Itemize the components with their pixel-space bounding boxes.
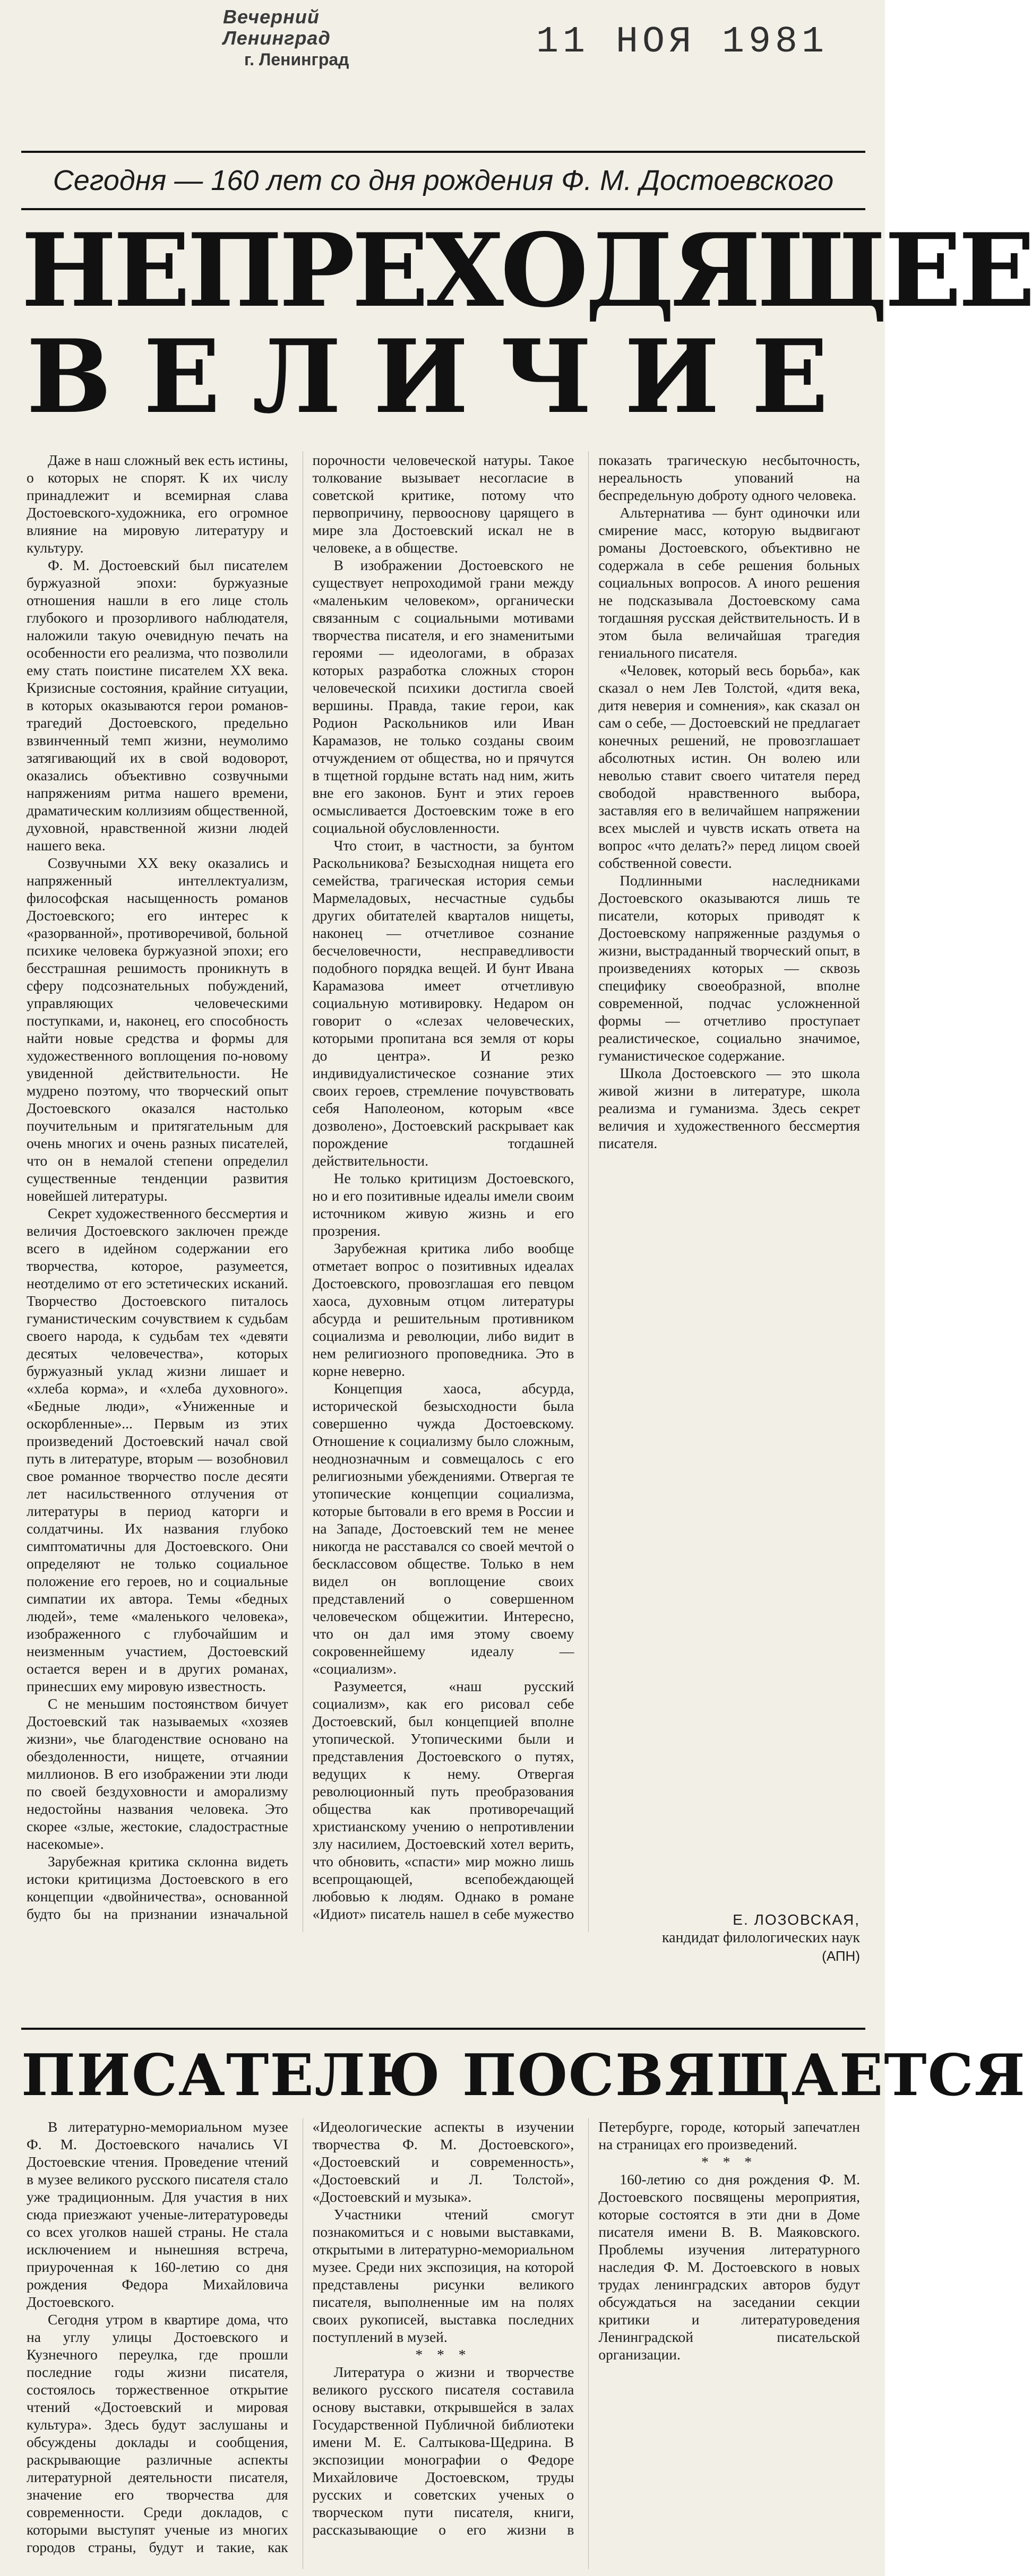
second-article-body xyxy=(27,2118,860,2569)
article-paragraph: «Человек, который весь борьба», как сказал о нем Лев Толстой, «дитя века, дитя неверия и сомнения», как сказал он сам о себе, — Достоевский не предлагает конечных решений, не провозглашает абсолютных истин. Он волею или неволью ставит своего читателя перед свободой нравственного выбора, заставляя его в величайшем напряжении всех мыслей и чувств искать ответа на вопрос «что делать?» перед лицом своей собственной совести. xyxy=(598,662,860,871)
author-title: кандидат филологических наук xyxy=(662,1929,860,1946)
section-separator: * * * xyxy=(415,2346,471,2363)
publication-stamp xyxy=(223,6,414,70)
article-paragraph: В литературно-мемориальном музее Ф. М. Достоевского начались VI Достоевские чтения. Проведение чтений в музее великого русского писателя стало уже традиционным. Для участия в них сюда приезжают ученые-литературоведы со всех уголков нашей страны. Не стала исключением и нынешняя встреча, приуроченная к 160-летию со дня рождения Федора Михайловича Достоевского. xyxy=(27,2118,288,2310)
article-paragraph: Зарубежная критика либо вообще отметает вопрос о позитивных идеалах Достоевского, провозглашая его певцом хаоса, духовным отцом литературы абсурда и решительным противником социализма и революции, либо видит в нем религиозного проповедника. Это в корне неверно. xyxy=(312,1240,574,1379)
article-paragraph: Литература о жизни и творчестве великого русского писателя составила основу выставки, открывшейся в залах Государственной Публичной библиотеки имени М. Е. Салтыкова-Щедрина. В экспозиции монографии о Федоре Михайловиче Достоевском, труды русских и советских ученых о творческом пути писателя, книги, рассказывающие о его жизни в Петербурге, городе, который запечатлен на страницах его произведений. xyxy=(312,2118,860,2538)
article-paragraph: Альтернатива — бунт одиночки или смирение масс, которую выдвигают романы Достоевского, объективно не содержала в себе решения больных социальных вопросов. А иного решения не подсказывала Достоевскому сама тогдашняя русская действительность. И в этом была величайшая трагедия гениального писателя. xyxy=(598,504,860,661)
article-paragraph: В изображении Достоевского не существует непроходимой грани между «маленьким человеком», органически связанным с социальными мотивами творчества писателя, и его знаменитыми героями — идеологами, в образах которых разработка сложных сторон человеческой психики достигла своей вершины. Правда, такие герои, как Родион Раскольников или Иван Карамазов, не только созданы своим отчуждением от общества, но и прячутся в тщетной гордыне встать над ним, жить вне его законов. Бунт и этих героев осмысливается Достоевским тоже в его социальной обусловленности. xyxy=(312,557,574,836)
author-name: Е. ЛОЗОВСКАЯ, xyxy=(733,1911,860,1928)
header-rule-top xyxy=(21,151,865,153)
second-headline: ПИСАТЕЛЮ ПОСВЯЩАЕТСЯ xyxy=(21,2042,1026,2109)
article-body xyxy=(27,451,860,1932)
publication-name: Вечерний Ленинград xyxy=(223,6,331,49)
article-paragraph: Концепция хаоса, абсурда, исторической безысходности была совершенно чужда Достоевскому. Отношение к социализму было сложным, неоднозначным и совмещалось с его религиозными убеждениями. Отвергая те утопические концепции социализма, которые бытовали в его время в России и на Западе, Достоевский тем не менее никогда не расставался со своей мечтой о бесклассовом обществе. Только в нем видел он воплощение своих представлений о совершенном человеческом общежитии. Интересно, что он дал имя этому своему сокровеннейшему идеалу — «социализм». xyxy=(312,1380,574,1677)
section-separator: * * * xyxy=(701,2153,758,2170)
date-stamp: 11 НОЯ 1981 xyxy=(536,21,829,63)
publication-city: г. Ленинград xyxy=(244,50,349,69)
headline-line-1: НЕПРЕХОДЯЩЕЕ xyxy=(21,211,1032,330)
article-paragraph: Сегодня утром в квартире дома, что на углу улицы Достоевского и Кузнечного переулка, где прошли последние годы жизни писателя, состоялось торжественное открытие чтений «Достоевский и мировая культура». Здесь будут заслушаны и обсуждены доклады и сообщения, раскрывающие различные аспекты литературной деятельности писателя, значение его творчества для современности. Среди докладов, с которыми выступят ученые из многих городов страны, будут и такие, как «Идеологические аспекты в изучении творчества Ф. М. Достоевского», «Достоевский и современность», «Достоевский и Л. Толстой», «Достоевский и музыка». xyxy=(27,2118,574,2555)
article-paragraph: Созвучными XX веку оказались и напряженный интеллектуализм, философская насыщенность романов Достоевского; его интерес к «разорванной», противоречивой, больной психике человека буржуазной эпохи; его бесстрашная решимость проникнуть в сферу подсознательных побуждений, управляющих человеческими поступками, и, наконец, его способность найти новые средства и формы для художественного воплощения по-новому увиденной действительности. Не мудрено поэтому, что творческий опыт Достоевского оказался настолько поучительным и притягательным для очень многих и очень разных писателей, что он в немалой степени определил существенные тенденции развития новейшей литературы. xyxy=(27,855,288,1204)
article-paragraph: Что стоит, в частности, за бунтом Раскольникова? Безысходная нищета его семейства, трагическая история семьи Мармеладовых, несчастные судьбы других обитателей кварталов нищеты, наконец — отчетливое сознание бесчеловечности, несправедливости подобного порядка вещей. И бунт Ивана Карамазова имеет отчетливую социальную мотивировку. Недаром он говорит о «слезах человеческих, которыми пропитана вся земля от коры до центра». И резко индивидуалистическое сознание этих своих героев, стремление почувствовать себя Наполеоном, которым «все дозволено», Достоевский раскрывает как порождение тогдашней действительности. xyxy=(312,837,574,1169)
section-rule xyxy=(21,2028,865,2030)
article-paragraph: 160-летию со дня рождения Ф. М. Достоевского посвящены мероприятия, которые состоятся в эти дни в Доме писателя имени В. В. Маяковского. Проблемы изучения литературного наследия Ф. М. Достоевского в новых трудах ленинградских авторов будут обсуждаться на заседании секции критики и литературоведения Ленинградской писательской организации. xyxy=(598,2171,860,2363)
anniversary-line: Сегодня — 160 лет со дня рождения Ф. М. Достоевского xyxy=(53,165,834,196)
article-paragraph: Разумеется, «наш русский социализм», как его рисовал себе Достоевский, был концепцией вполне утопической. Утопическими были и представления Достоевского о путях, ведущих к нему. Отвергая революционный путь преобразования общества как противоречащий христианскому учению о непротивлении злу насилием, Достоевский хотел верить, что обновить, «спасти» мир можно лишь всепрощающей, всепобеждающей любовью к людям. Однако в романе «Идиот» писатель нашел в себе мужество показать трагическую несбыточность, нереальность упований на беспредельную доброту одного человека. xyxy=(312,452,860,1922)
article-paragraph: С не меньшим постоянством бичует Достоевский так называемых «хозяев жизни», чье благоденствие основано на обездоленности, нищете, отчаянии миллионов. В его изображении эти люди по своей бездуховности и аморализму недостойны названия человека. Это скорее «злые, жестокие, сладострастные насекомые». xyxy=(27,1695,288,1852)
article-paragraph: Даже в наш сложный век есть истины, о которых не спорят. К их числу принадлежит и всемирная слава Достоевского-художника, его огромное влияние на мировую литературу и культуру. xyxy=(27,452,288,556)
header-rule-bottom xyxy=(21,208,865,210)
article-paragraph: Не только критицизм Достоевского, но и его позитивные идеалы имели своим источником живую жизнь и его прозрения. xyxy=(312,1170,574,1239)
news-agency: (АПН) xyxy=(822,1948,860,1964)
article-paragraph: Участники чтений смогут познакомиться и с новыми выставками, открытыми в литературно-мемориальном музее. Среди них экспозиция, на которой представлены рисунки великого писателя, выполненные им на полях своих рукописей, выставка последних поступлений в музей. xyxy=(312,2206,574,2345)
author-signature xyxy=(584,1911,860,2001)
article-paragraph: Секрет художественного бессмертия и величия Достоевского заключен прежде всего в идейном содержании его творчества, которое, разумеется, неотделимо от его эстетических исканий. Творчество Достоевского питалось гуманистическим сочувствием к судьбам своего народа, к судьбам тех «девяти десятых человечества», которых буржуазный уклад жизни лишает и «хлеба корма», и «хлеба духовного». «Бедные люди», «Униженные и оскорбленные»... Первым из этих произведений Достоевский начал свой путь в литературе, вторым — возобновил свое романное творчество после десяти лет насильственного отлучения от литературы в период каторги и солдатчины. Их названия глубоко симптоматичны для Достоевского. Они определяют не только социальное положение его героев, но и социальные симпатии их автора. Темы «бедных людей», теме «маленького человека», изображенного с глубочайшим и неизменным участием, Достоевский остается верен и в других романах, принесших ему мировую известность. xyxy=(27,1205,288,1694)
article-paragraph: Школа Достоевского — это школа живой жизни в литературе, школа реализма и гуманизма. Здесь секрет величия и художественного бессмертия писателя. xyxy=(598,1065,860,1151)
article-paragraph: Ф. М. Достоевский был писателем буржуазной эпохи: буржуазные отношения нашли в его лице столь глубокого и прозорливого наблюдателя, наложили такую очевидную печать на особенности его реализма, что позволили ему стать поистине писателем XX века. Кризисные состояния, крайние ситуации, в которых оказываются герои романов-трагедий Достоевского, предельно взвинченный темп жизни, неумолимо затягивающий их в свой водоворот, оказались объективно созвучными напряжениям ритма нашего времени, драматическим коллизиям общественной, духовной, нравственной жизни людей нашего века. xyxy=(27,557,288,854)
article-paragraph: Зарубежная критика склонна видеть истоки критицизма Достоевского в его концепции «двойничества», основанной будто бы на признании изначальной порочности человеческой натуры. Такое толкование вызывает несогласие в советской критике, потому что первопричину, первооснову царящего в мире зла Достоевский искал не в человеке, а в обществе. xyxy=(27,452,574,1922)
article-paragraph: Подлинными наследниками Достоевского оказываются лишь те писатели, которых приводят к Достоевскому напряженные раздумья о жизни, выстраданный творческий опыт, в произведениях которых — сквозь специфику своеобразной, вполне современной, подчас усложненной формы — отчетливо проступает реалистическое, социально значимое, гуманистическое содержание. xyxy=(598,872,860,1064)
headline-line-2: ВЕЛИЧИЕ xyxy=(26,317,861,436)
